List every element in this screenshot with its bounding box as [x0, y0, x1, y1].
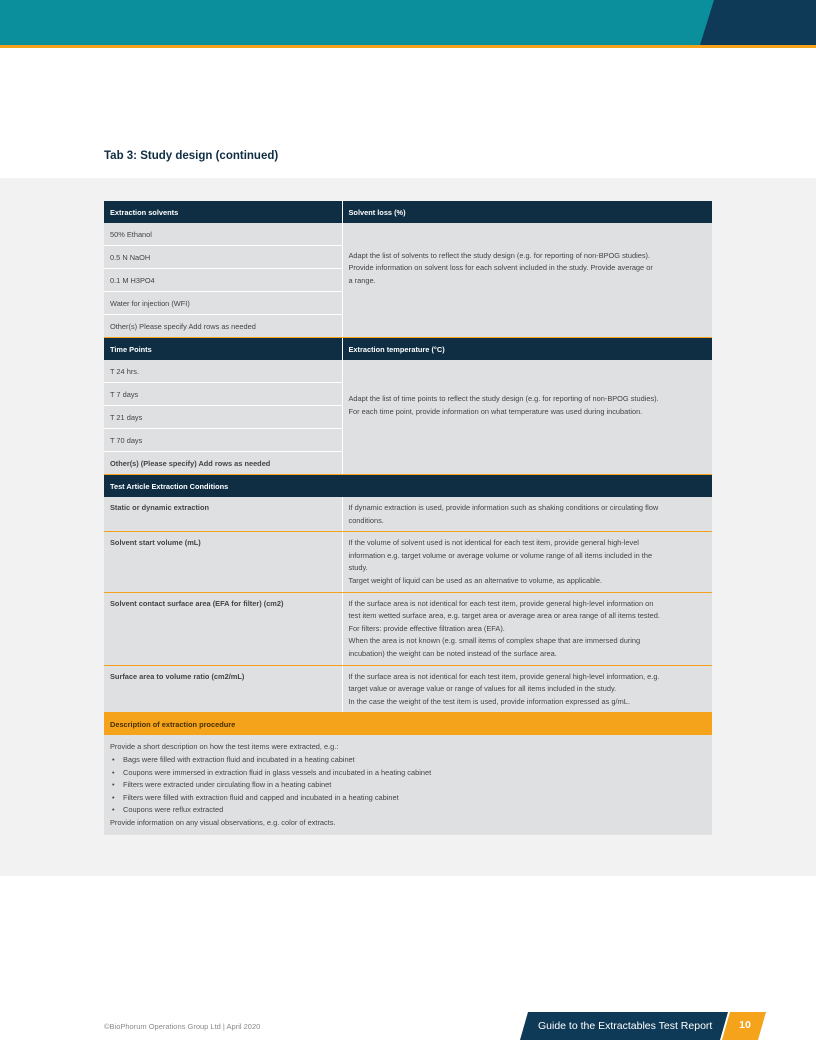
condition-label: Solvent contact surface area (EFA for filter) (cm2): [104, 592, 342, 665]
solvent-cell: Water for injection (WFI): [104, 292, 342, 315]
condition-label: Static or dynamic extraction: [104, 497, 342, 532]
list-item: [110, 754, 706, 767]
solvents-note-line: Adapt the list of solvents to reflect the study design (e.g. for reporting of non-BPOG studies).: [348, 250, 651, 260]
description-line: Target weight of liquid can be used as an alternative to volume, as applicable.: [348, 575, 602, 585]
condition-label: Solvent start volume (mL): [104, 532, 342, 592]
bullet-icon: •: [112, 767, 115, 777]
list-item-text: Bags were filled with extraction fluid and incubated in a heating cabinet: [123, 754, 355, 764]
solvent-cell: 0.1 M H3PO4: [104, 269, 342, 292]
procedure-row: [104, 735, 712, 835]
timepoints-header-row: [104, 338, 712, 361]
description-line: conditions.: [348, 515, 384, 525]
list-item: [110, 792, 706, 805]
footer-doc-title: Guide to the Extractables Test Report: [538, 1020, 713, 1032]
description-line: When the area is not known (e.g. small items of complex shape that are immersed during: [348, 636, 641, 646]
table-row: [104, 665, 712, 713]
condition-description: [342, 497, 712, 532]
list-item: [110, 779, 706, 792]
bullet-icon: •: [112, 754, 115, 764]
timepoint-cell: T 7 days: [104, 383, 342, 406]
procedure-intro: Provide a short description on how the test items were extracted, e.g.:: [110, 742, 339, 752]
list-item-text: Filters were filled with extraction fluid and capped and incubated in a heating cabinet: [123, 792, 399, 802]
description-line: In the case the weight of the test item is used, provide information expressed as g/mL.: [348, 696, 630, 706]
header-orange-stripe: [0, 45, 816, 48]
list-item-text: Coupons were immersed in extraction fluid in glass vessels and incubated in a heating cabinet: [123, 767, 432, 777]
solvents-note: [342, 223, 712, 315]
footer-copyright: ©BioPhorum Operations Group Ltd | April 2020: [104, 1022, 261, 1031]
description-line: If dynamic extraction is used, provide information such as shaking conditions or circulating flow: [348, 503, 659, 512]
solvent-cell: 50% Ethanol: [104, 223, 342, 246]
timepoints-header-left: Time Points: [104, 338, 342, 361]
list-item: [110, 804, 706, 817]
table-row: [104, 532, 712, 592]
description-line: test item wetted surface area, e.g. target area or average area or area range of all items tested.: [348, 611, 660, 621]
description-line: study.: [348, 563, 368, 573]
list-item-text: Coupons were reflux extracted: [123, 805, 224, 815]
table-row: [104, 497, 712, 532]
description-line: If the surface area is not identical for each test item, provide general high-level information, e.g.: [348, 671, 660, 681]
description-line: If the volume of solvent used is not identical for each test item, provide general high-level: [348, 538, 639, 548]
timepoints-note-line: Adapt the list of time points to reflect the study design (e.g. for reporting of non-BPOG studies).: [348, 394, 659, 404]
table-row: [104, 452, 712, 475]
solvents-note-line: Provide information on solvent loss for each solvent included in the study. Provide average or: [348, 263, 653, 273]
empty-cell: [342, 315, 712, 338]
table-row: [104, 360, 712, 383]
header-corner-accent: [700, 0, 816, 45]
procedure-header-row: [104, 713, 712, 736]
solvents-note-line: a range.: [348, 276, 376, 286]
procedure-header: Description of extraction procedure: [104, 713, 712, 736]
condition-description: [342, 532, 712, 592]
description-line: For filters: provide effective filtration area (EFA).: [348, 623, 505, 633]
timepoint-cell: Other(s) (Please specify) Add rows as needed: [104, 452, 342, 475]
bullet-icon: •: [112, 805, 115, 815]
timepoints-header-right: Extraction temperature (°C): [342, 338, 712, 361]
procedure-description: [104, 735, 712, 835]
timepoints-note: [342, 360, 712, 452]
solvents-header-left: Extraction solvents: [104, 201, 342, 223]
bullet-icon: •: [112, 780, 115, 790]
description-line: target value or average value or range of values for all items included in the study.: [348, 684, 617, 694]
conditions-header-row: [104, 475, 712, 498]
empty-cell: [342, 452, 712, 475]
condition-description: [342, 592, 712, 665]
solvents-header-row: [104, 201, 712, 223]
description-line: If the surface area is not identical for each test item, provide general high-level information on: [348, 598, 654, 608]
description-line: incubation) the weight can be noted instead of the surface area.: [348, 648, 557, 658]
timepoint-cell: T 70 days: [104, 429, 342, 452]
timepoints-note-line: For each time point, provide information on what temperature was used during incubation.: [348, 406, 643, 416]
table-row: [104, 592, 712, 665]
condition-label: Surface area to volume ratio (cm2/mL): [104, 665, 342, 713]
page-number: 10: [739, 1019, 751, 1031]
table-row: [104, 315, 712, 338]
conditions-header: Test Article Extraction Conditions: [104, 475, 712, 498]
study-design-table: [104, 201, 712, 835]
description-line: information e.g. target volume or average volume or volume range of all items included in the: [348, 550, 653, 560]
condition-description: [342, 665, 712, 713]
timepoint-cell: T 21 days: [104, 406, 342, 429]
solvents-header-right: Solvent loss (%): [342, 201, 712, 223]
solvent-cell: 0.5 N NaOH: [104, 246, 342, 269]
bullet-icon: •: [112, 792, 115, 802]
table-row: [104, 223, 712, 246]
list-item: [110, 767, 706, 780]
section-title: Tab 3: Study design (continued): [104, 150, 279, 162]
list-item-text: Filters were extracted under circulating flow in a heating cabinet: [123, 780, 332, 790]
timepoint-cell: T 24 hrs.: [104, 360, 342, 383]
procedure-outro: Provide information on any visual observations, e.g. color of extracts.: [110, 817, 336, 827]
header-band: [0, 0, 816, 45]
solvent-cell: Other(s) Please specify Add rows as needed: [104, 315, 342, 338]
